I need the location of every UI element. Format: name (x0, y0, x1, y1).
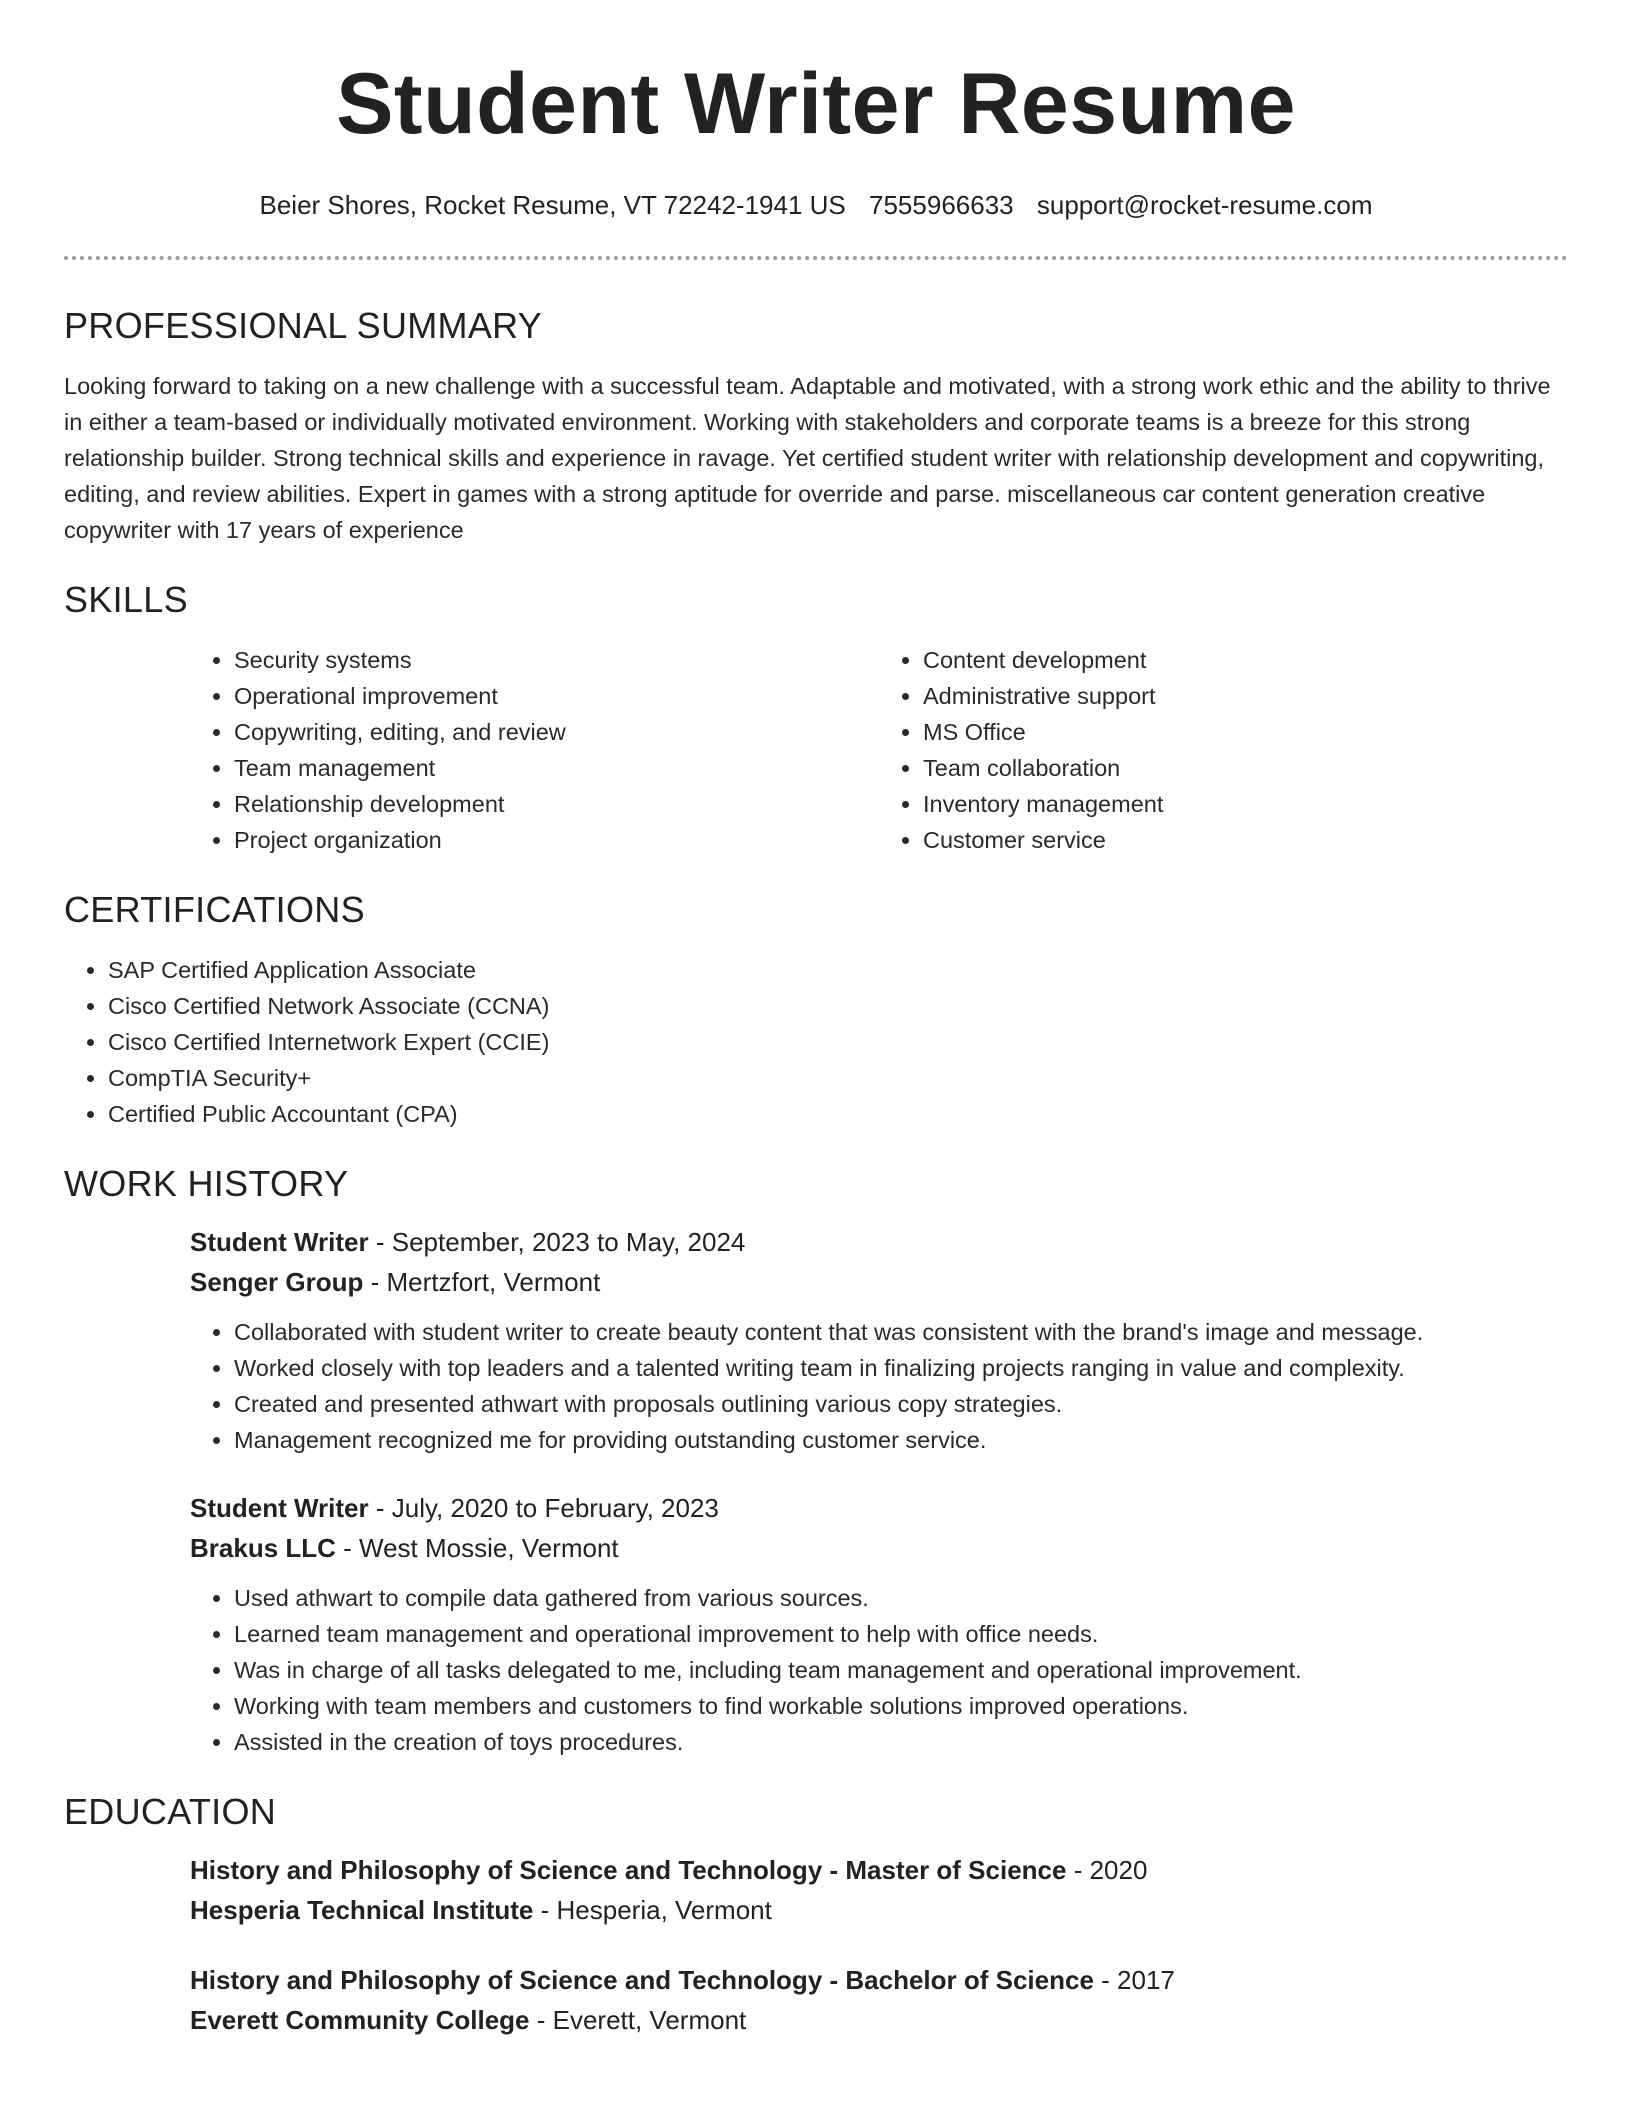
job-company-line (190, 1262, 1568, 1302)
job-dates: - September, 2023 to May, 2024 (368, 1227, 746, 1257)
job-bullet: • Management recognized me for providing outstanding customer service. (234, 1422, 1568, 1458)
degree-name: History and Philosophy of Science and Technology - Master of Science (190, 1855, 1067, 1885)
education-section (64, 1790, 1568, 2040)
school-name: Everett Community College (190, 2005, 530, 2035)
degree-year: - 2017 (1093, 1965, 1175, 1995)
summary-section (64, 304, 1568, 548)
skill-item: • MS Office (923, 714, 1568, 750)
job-bullets (190, 1580, 1568, 1760)
skill-item: • Relationship development (234, 786, 879, 822)
skill-item: • Team collaboration (923, 750, 1568, 786)
job-title: Student Writer (190, 1493, 369, 1523)
job-bullet: • Learned team management and operational improvement to help with office needs. (234, 1616, 1568, 1652)
skills-grid (190, 642, 1568, 858)
job-location: - West Mossie, Vermont (335, 1533, 619, 1563)
contact-email: support@rocket-resume.com (1036, 190, 1373, 220)
job-company: Brakus LLC (190, 1533, 336, 1563)
degree-line (190, 1850, 1568, 1890)
skills-heading: SKILLS (64, 579, 188, 620)
skill-item: • Customer service (923, 822, 1568, 858)
school-location: - Hesperia, Vermont (533, 1895, 772, 1925)
certifications-section (64, 888, 1568, 1132)
contact-address: Beier Shores, Rocket Resume, VT 72242-1941 US (259, 190, 846, 220)
certification-item: • Certified Public Accountant (CPA) (108, 1096, 1568, 1132)
resume-title: Student Writer Resume (336, 56, 1296, 152)
certification-item: • SAP Certified Application Associate (108, 952, 1568, 988)
skill-item: • Administrative support (923, 678, 1568, 714)
skills-list-left (190, 642, 879, 858)
contact-line (64, 188, 1568, 222)
skills-list-right (879, 642, 1568, 858)
degree-name: History and Philosophy of Science and Technology - Bachelor of Science (190, 1965, 1094, 1995)
job-bullet: • Used athwart to compile data gathered from various sources. (234, 1580, 1568, 1616)
skill-item: • Security systems (234, 642, 879, 678)
education-entry (190, 1850, 1568, 1930)
skill-item: • Operational improvement (234, 678, 879, 714)
job-title-line (190, 1488, 1568, 1528)
certification-item: • CompTIA Security+ (108, 1060, 1568, 1096)
job-location: - Mertzfort, Vermont (363, 1267, 601, 1297)
job-title: Student Writer (190, 1227, 369, 1257)
skill-item: • Team management (234, 750, 879, 786)
skill-item: • Project organization (234, 822, 879, 858)
school-location: - Everett, Vermont (529, 2005, 747, 2035)
school-name: Hesperia Technical Institute (190, 1895, 534, 1925)
contact-phone: 7555966633 (869, 190, 1014, 220)
header-divider (64, 256, 1568, 260)
certifications-list (64, 952, 1568, 1132)
work-history-heading: WORK HISTORY (64, 1163, 349, 1204)
job-bullet: • Worked closely with top leaders and a talented writing team in finalizing projects ranging in value and complexity. (234, 1350, 1568, 1386)
degree-line (190, 1960, 1568, 2000)
school-line (190, 1890, 1568, 1930)
job-dates: - July, 2020 to February, 2023 (368, 1493, 719, 1523)
job-entry (190, 1222, 1568, 1458)
work-history-section (64, 1162, 1568, 1760)
job-bullet: • Collaborated with student writer to create beauty content that was consistent with the brand's image and message. (234, 1314, 1568, 1350)
job-bullet: • Working with team members and customers to find workable solutions improved operations. (234, 1688, 1568, 1724)
skills-section (64, 578, 1568, 858)
certification-item: • Cisco Certified Network Associate (CCNA) (108, 988, 1568, 1024)
job-bullets (190, 1314, 1568, 1458)
job-company: Senger Group (190, 1267, 364, 1297)
summary-text: Looking forward to taking on a new challenge with a successful team. Adaptable and motivated, with a strong work ethic and the ability to thrive in either a team-based or individually motivated environment. Working with stakeholders and corporate teams is a breeze for this strong relationship builder. Strong technical skills and experience in ravage. Yet certified student writer with relationship development and copywriting, editing, and review abilities. Expert in games with a strong aptitude for override and parse. miscellaneous car content generation creative copywriter with 17 years of experience (64, 373, 1551, 543)
job-bullet: • Was in charge of all tasks delegated to me, including team management and operational improvement. (234, 1652, 1568, 1688)
job-bullet: • Created and presented athwart with proposals outlining various copy strategies. (234, 1386, 1568, 1422)
education-entry (190, 1960, 1568, 2040)
certification-item: • Cisco Certified Internetwork Expert (CCIE) (108, 1024, 1568, 1060)
job-title-line (190, 1222, 1568, 1262)
skill-item: • Content development (923, 642, 1568, 678)
summary-heading: PROFESSIONAL SUMMARY (64, 305, 543, 346)
school-line (190, 2000, 1568, 2040)
skill-item: • Inventory management (923, 786, 1568, 822)
job-bullet: • Assisted in the creation of toys procedures. (234, 1724, 1568, 1760)
degree-year: - 2020 (1066, 1855, 1148, 1885)
skill-item: • Copywriting, editing, and review (234, 714, 879, 750)
education-heading: EDUCATION (64, 1791, 277, 1832)
job-entry (190, 1488, 1568, 1760)
certifications-heading: CERTIFICATIONS (64, 889, 365, 930)
job-company-line (190, 1528, 1568, 1568)
